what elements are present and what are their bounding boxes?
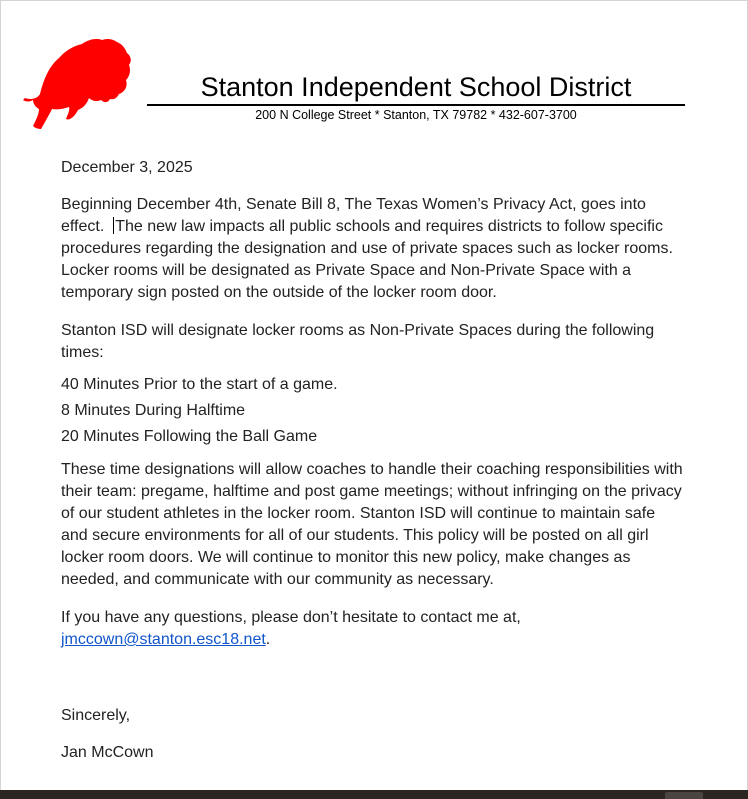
email-suffix: .	[265, 631, 271, 648]
paragraph-line: Beginning December 4th, Senate Bill 8, The Texas Women’s Privacy Act, goes into	[61, 196, 646, 213]
time-designation-item: 20 Minutes Following the Ball Game	[61, 428, 318, 445]
paragraph-1	[61, 194, 691, 304]
email-link[interactable]: jmccown@stanton.esc18.net	[61, 631, 266, 648]
paragraph-4	[61, 607, 691, 651]
district-address: 200 N College Street * Stanton, TX 79782 * 432-607-3700	[255, 108, 577, 122]
paragraph-line	[61, 629, 691, 651]
paragraph-line: If you have any questions, please don’t hesitate to contact me at,	[61, 609, 521, 626]
bottom-bar	[0, 790, 748, 799]
paragraph-line: locker room doors. We will continue to monitor this new policy, make changes as	[61, 549, 631, 566]
paragraph-line: and secure environments for all of our students. This policy will be posted on all girl	[61, 527, 649, 544]
paragraph-text: effect.	[61, 218, 114, 235]
time-designation-item: 40 Minutes Prior to the start of a game.	[61, 376, 338, 393]
paragraph-line: Locker rooms will be designated as Private Space and Non-Private Space with a	[61, 262, 632, 279]
time-designation-item: 8 Minutes During Halftime	[61, 402, 246, 419]
paragraph-line: needed, and communicate with our community as necessary.	[61, 571, 494, 588]
signer-name: Jan McCown	[61, 744, 154, 761]
paragraph-line: Stanton ISD will designate locker rooms as Non-Private Spaces during the following	[61, 322, 655, 339]
bottom-bar-tab[interactable]	[665, 792, 703, 799]
paragraph-2	[61, 320, 691, 364]
buffalo-logo-icon	[21, 36, 133, 132]
paragraph-3	[61, 459, 691, 591]
paragraph-line: temporary sign posted on the outside of the locker room door.	[61, 284, 497, 301]
paragraph-line: These time designations will allow coaches to handle their coaching responsibilities with	[61, 461, 683, 478]
letter-date: December 3, 2025	[61, 159, 193, 176]
paragraph-line: their team: pregame, halftime and post game meetings; without infringing on the privacy	[61, 483, 682, 500]
paragraph-text: The new law impacts all public schools and requires districts to follow specific	[115, 218, 663, 235]
paragraph-line: times:	[61, 344, 104, 361]
district-name: Stanton Independent School District	[200, 72, 632, 102]
paragraph-line: procedures regarding the designation and use of private spaces such as locker rooms.	[61, 240, 673, 257]
paragraph-line: of our student athletes in the locker room. Stanton ISD will continue to maintain safe	[61, 505, 656, 522]
paragraph-line	[61, 216, 691, 238]
closing: Sincerely,	[61, 707, 131, 724]
header-rule	[147, 104, 685, 106]
